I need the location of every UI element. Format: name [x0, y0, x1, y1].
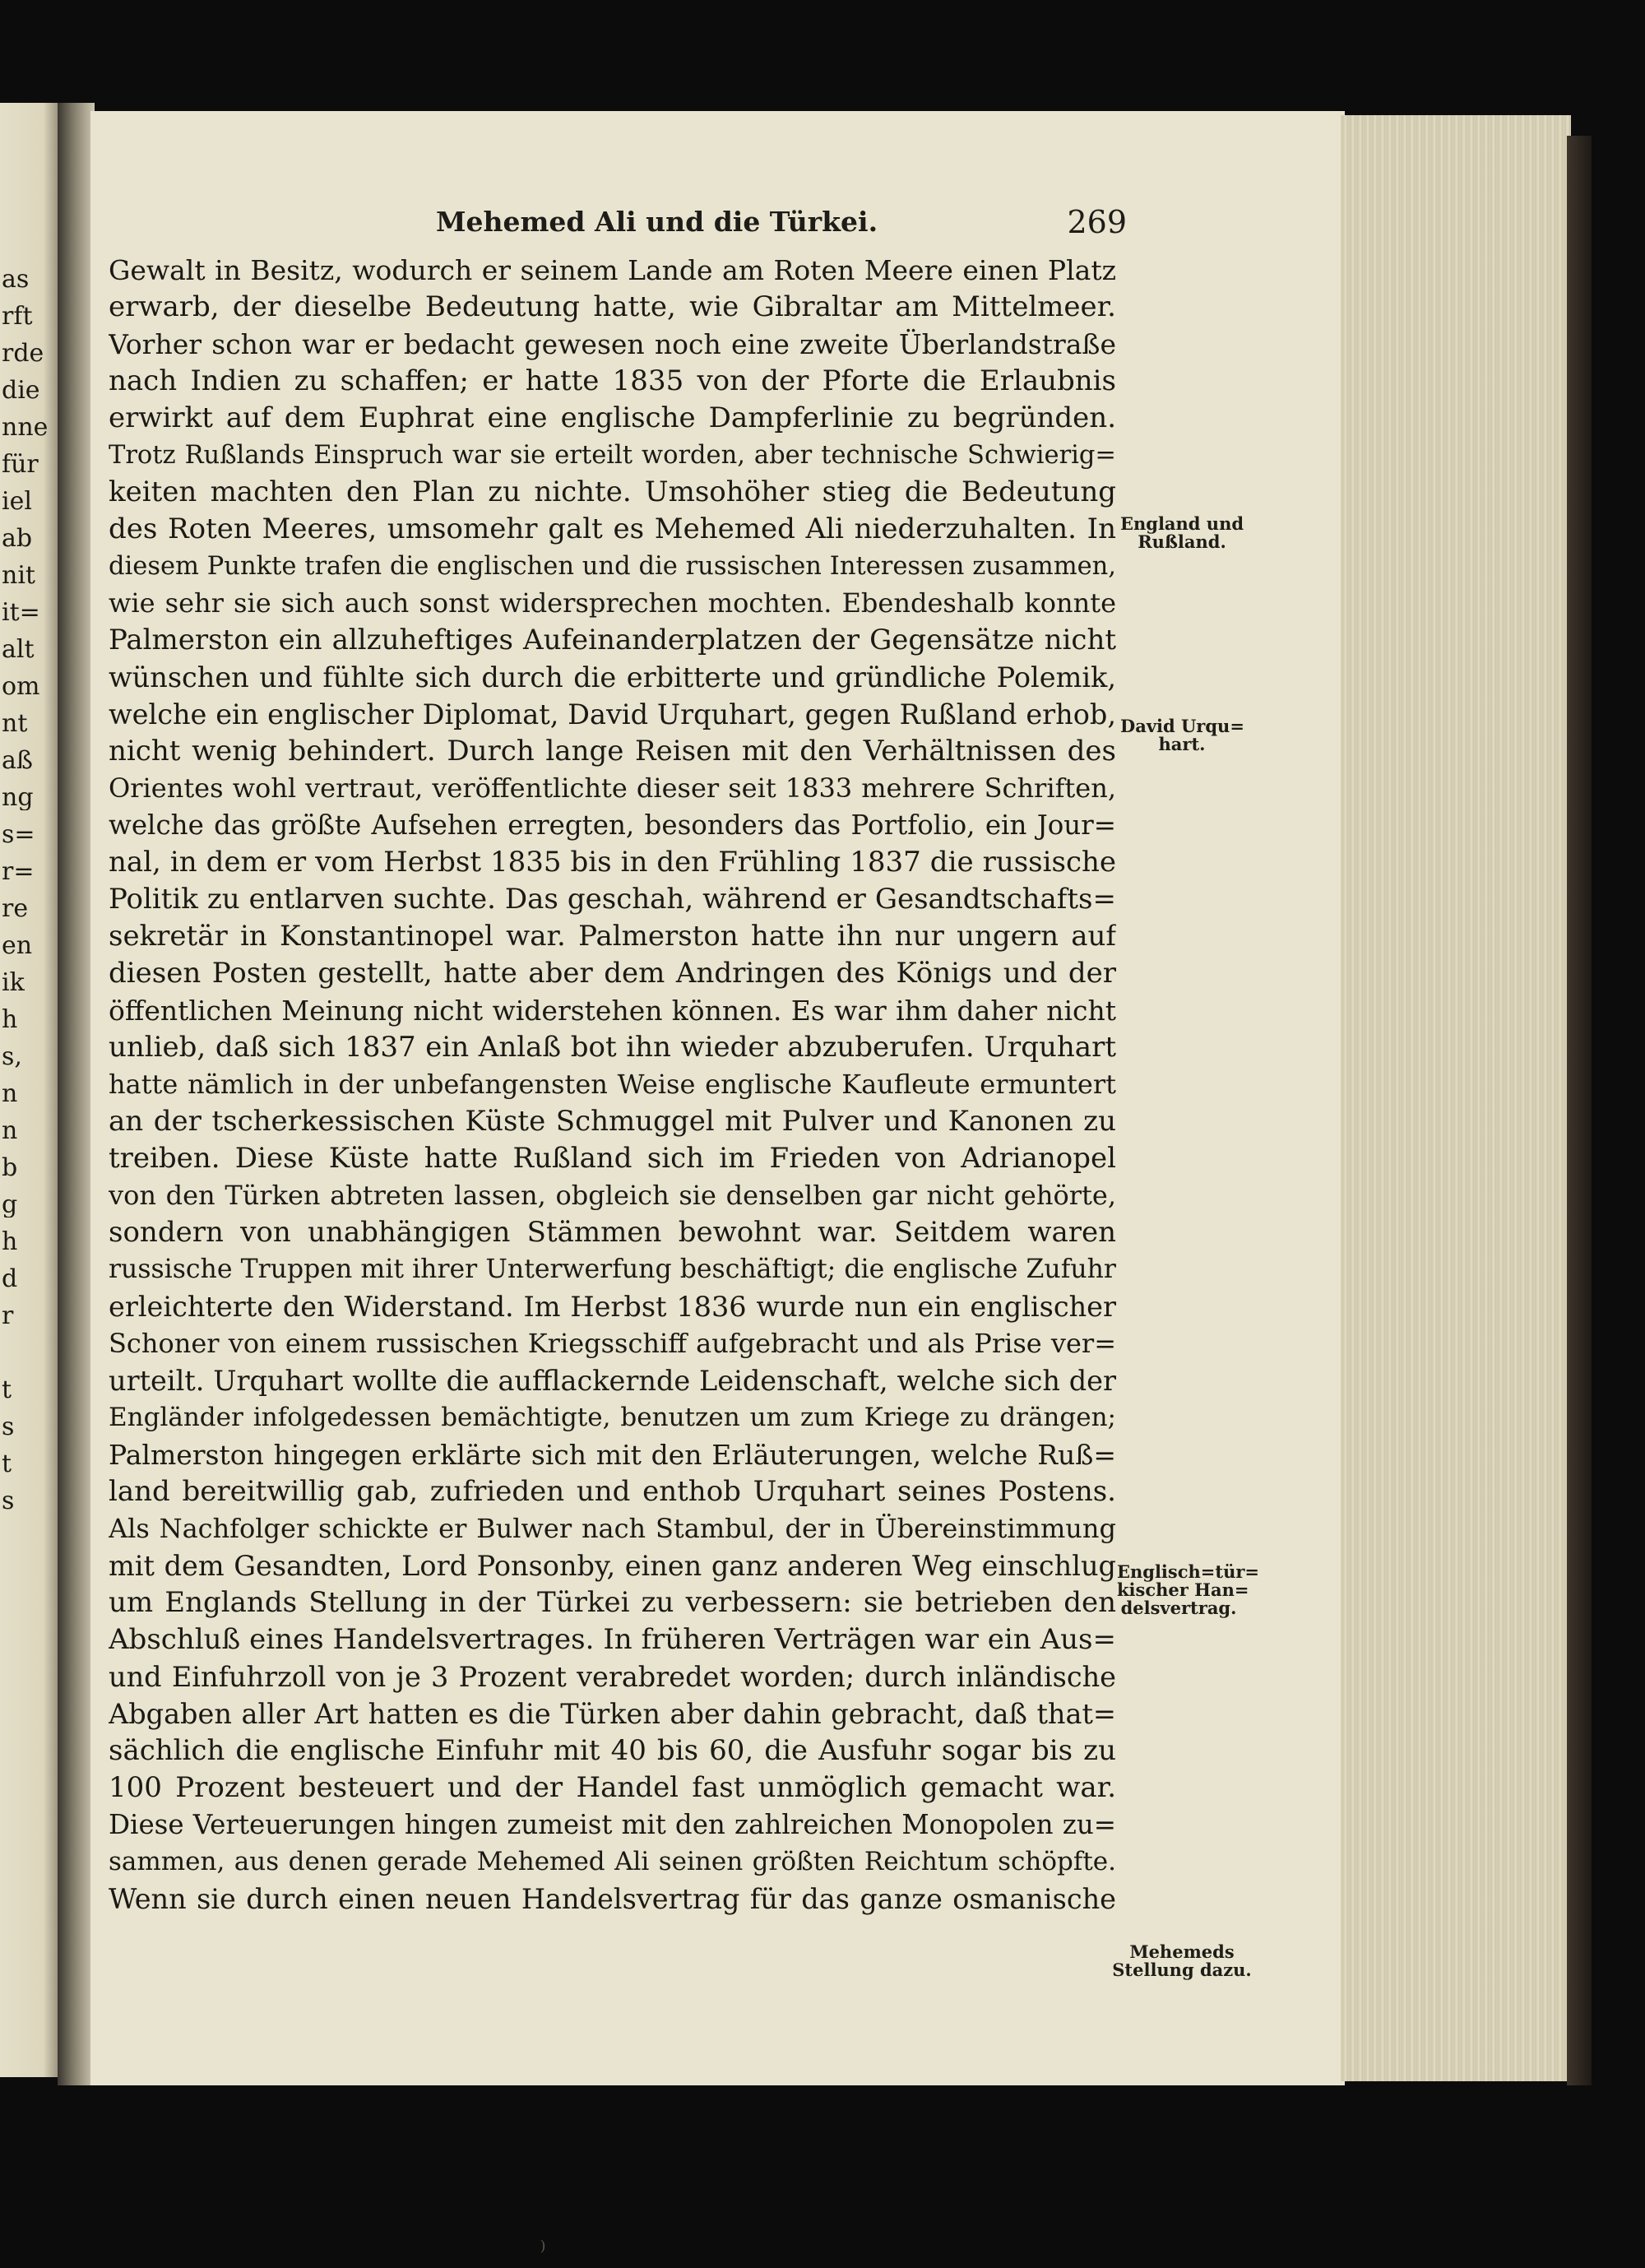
left-page-text-fragment: as [2, 267, 30, 292]
text-line: sekretär in Konstantinopel war. Palmerston hatte ihn nur ungern auf [109, 920, 1116, 953]
left-page-text-fragment: s [2, 1415, 15, 1440]
left-page-text-fragment: aß [2, 749, 33, 773]
text-line: russische Truppen mit ihrer Unterwerfung beschäftigt; die englische Zufuhr [109, 1255, 1116, 1284]
left-page-text-fragment: n [2, 1082, 18, 1106]
text-line: welche ein englischer Diplomat, David Urquhart, gegen Rußland erhob, [109, 698, 1116, 730]
bottom-mark: ) [540, 2238, 546, 2255]
text-line: urteilt. Urquhart wollte die aufflackernde Leidenschaft, welche sich der [109, 1365, 1116, 1397]
text-line: um Englands Stellung in der Türkei zu verbessern: sie betrieben den [109, 1586, 1116, 1619]
margin-note-line: delsvertrag. [1120, 1598, 1237, 1618]
text-line: Abgaben aller Art hatten es die Türken aber dahin gebracht, daß that= [109, 1698, 1116, 1730]
text-line: sächlich die englische Einfuhr mit 40 bis 60, die Ausfuhr sogar bis zu [109, 1734, 1116, 1767]
book-gutter [58, 103, 95, 2085]
left-page-text-fragment: s [2, 1489, 15, 1514]
text-line: erleichterte den Widerstand. Im Herbst 1836 wurde nun ein englischer [109, 1291, 1116, 1323]
left-page-text-fragment: h [2, 1008, 18, 1032]
margin-note-line: Rußland. [1138, 531, 1226, 552]
page-edges [1341, 115, 1571, 2081]
margin-note-england-russia [1120, 515, 1244, 551]
text-line: Trotz Rußlands Einspruch war sie erteilt worden, aber technische Schwierig= [109, 441, 1116, 470]
left-page-text-fragment: nne [2, 415, 49, 440]
text-line: nal, in dem er vom Herbst 1835 bis in den Frühling 1837 die russische [109, 846, 1116, 879]
left-page-text-fragment: ab [2, 526, 33, 551]
text-line: diesem Punkte trafen die englischen und die russischen Interessen zusammen, [109, 552, 1116, 581]
left-page-text-fragment: rde [2, 341, 44, 366]
text-line: öffentlichen Meinung nicht widerstehen können. Es war ihm daher nicht [109, 995, 1116, 1027]
text-line: von den Türken abtreten lassen, obgleich sie denselben gar nicht gehörte, [109, 1180, 1116, 1211]
text-line: und Einfuhrzoll von je 3 Prozent verabredet worden; durch inländische [109, 1661, 1116, 1693]
text-line: keiten machten den Plan zu nichte. Umsohöher stieg die Bedeutung [109, 475, 1116, 508]
book-cover-edge [1567, 136, 1592, 2085]
text-line: Diese Verteuerungen hingen zumeist mit den zahlreichen Monopolen zu= [109, 1809, 1116, 1840]
text-line: Palmerston ein allzuheftiges Aufeinanderplatzen der Gegensätze nicht [109, 624, 1116, 656]
left-page-text-fragment: en [2, 934, 33, 958]
text-line: Palmerston hingegen erklärte sich mit den Erläuterungen, welche Ruß= [109, 1439, 1116, 1471]
left-page-text-fragment: t [2, 1378, 12, 1403]
text-line: Gewalt in Besitz, wodurch er seinem Lande am Roten Meere einen Platz [109, 254, 1116, 286]
margin-note-line: Stellung dazu. [1112, 1960, 1252, 1980]
left-page-text-fragment: ng [2, 786, 34, 810]
text-line: wie sehr sie sich auch sonst widersprechen mochten. Ebendeshalb konnte [109, 587, 1116, 619]
text-line: Als Nachfolger schickte er Bulwer nach Stambul, der in Übereinstimmung [109, 1513, 1116, 1544]
body-text [109, 252, 1116, 1918]
text-line: 100 Prozent besteuert und der Handel fast unmöglich gemacht war. [109, 1771, 1116, 1804]
left-page-text-fragment: ik [2, 971, 25, 995]
margin-note-line: Englisch=tür= [1117, 1561, 1260, 1582]
left-page-text-fragment: r [2, 1304, 14, 1329]
left-page-text-fragment: h [2, 1230, 18, 1255]
text-line: welche das größte Aufsehen erregten, besonders das Portfolio, ein Jour= [109, 809, 1116, 841]
text-line: Abschluß eines Handelsvertrages. In früheren Verträgen war ein Aus= [109, 1623, 1116, 1656]
left-page-text-fragment: für [2, 452, 39, 477]
margin-note-line: hart. [1158, 734, 1206, 754]
left-page-text-fragment: g [2, 1193, 18, 1217]
text-line: sondern von unabhängigen Stämmen bewohnt war. Seitdem waren [109, 1216, 1116, 1249]
left-page-text-fragment: n [2, 1119, 18, 1143]
left-page-text-fragment: re [2, 897, 29, 921]
text-line: Schoner von einem russischen Kriegsschiff aufgebracht und als Prise ver= [109, 1328, 1116, 1359]
left-page-text-fragment: b [2, 1156, 18, 1180]
left-page-text-fragment: r= [2, 860, 35, 884]
text-line: unlieb, daß sich 1837 ein Anlaß bot ihn wieder abzuberufen. Urquhart [109, 1031, 1116, 1064]
margin-note-line: England und [1120, 513, 1244, 534]
left-page-text-fragment: nit [2, 564, 35, 588]
left-page-text-fragment: it= [2, 601, 40, 625]
text-line: Wenn sie durch einen neuen Handelsvertrag für das ganze osmanische [109, 1883, 1116, 1915]
text-line: an der tscherkessischen Küste Schmuggel mit Pulver und Kanonen zu [109, 1105, 1116, 1138]
text-line: hatte nämlich in der unbefangensten Weise englische Kaufleute ermuntert [109, 1069, 1116, 1100]
text-line: land bereitwillig gab, zufrieden und enthob Urquhart seines Postens. [109, 1475, 1116, 1508]
text-line: wünschen und fühlte sich durch die erbitterte und gründliche Polemik, [109, 661, 1116, 693]
left-page-text-fragment: alt [2, 638, 35, 662]
left-page-text-fragment: iel [2, 489, 32, 514]
text-line: nicht wenig behindert. Durch lange Reisen mit den Verhältnissen des [109, 735, 1116, 768]
text-line: Politik zu entlarven suchte. Das geschah, während er Gesandtschafts= [109, 883, 1116, 916]
text-line: erwarb, der dieselbe Bedeutung hatte, wie Gibraltar am Mittelmeer. [109, 290, 1116, 323]
text-line: mit dem Gesandten, Lord Ponsonby, einen ganz anderen Weg einschlug [109, 1550, 1116, 1582]
margin-note-line: David Urqu= [1120, 716, 1244, 736]
left-page-text-fragment: s= [2, 823, 35, 847]
margin-note-david-urquhart [1120, 717, 1244, 754]
left-page-text-fragment: nt [2, 712, 28, 736]
left-page-text-fragment: die [2, 378, 40, 403]
page-number: 269 [1067, 204, 1127, 240]
text-line: des Roten Meeres, umsomehr galt es Mehemed Ali niederzuhalten. In [109, 513, 1116, 545]
text-line: sammen, aus denen gerade Mehemed Ali seinen größten Reichtum schöpfte. [109, 1847, 1116, 1876]
running-header: Mehemed Ali und die Türkei. [436, 206, 878, 238]
left-page-text-fragment: t [2, 1452, 12, 1477]
text-line: Orientes wohl vertraut, veröffentlichte dieser seit 1833 mehrere Schriften, [109, 772, 1116, 804]
text-line: Engländer infolgedessen bemächtigte, benutzen um zum Kriege zu drängen; [109, 1403, 1116, 1432]
text-line: erwirkt auf dem Euphrat eine englische Dampferlinie zu begründen. [109, 401, 1116, 434]
left-page-text-fragment: rft [2, 304, 33, 329]
margin-note-trade-treaty [1117, 1561, 1260, 1618]
left-page-text-fragment: om [2, 675, 40, 699]
left-page-text-fragment: s, [2, 1045, 22, 1069]
left-page-text-fragment: d [2, 1267, 18, 1292]
text-line: treiben. Diese Küste hatte Rußland sich im Frieden von Adrianopel [109, 1142, 1116, 1175]
margin-note-mehemed-position [1112, 1943, 1252, 1979]
text-line: Vorher schon war er bedacht gewesen noch eine zweite Überlandstraße [109, 328, 1116, 360]
margin-note-line: Mehemeds [1129, 1941, 1235, 1962]
text-line: nach Indien zu schaffen; er hatte 1835 von der Pforte die Erlaubnis [109, 364, 1116, 397]
text-line: diesen Posten gestellt, hatte aber dem Andringen des Königs und der [109, 957, 1116, 990]
margin-note-line: kischer Han= [1117, 1579, 1249, 1600]
left-page-fragment [0, 103, 62, 2077]
